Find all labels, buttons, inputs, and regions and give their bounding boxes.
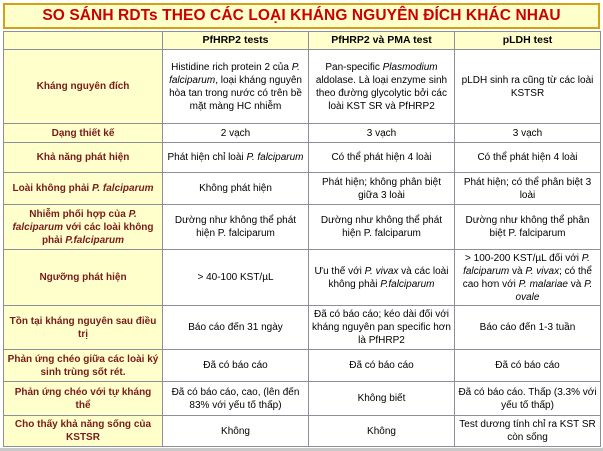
italic-species-name: P.falciparum [380,278,435,290]
table-cell: 3 vạch [455,124,601,143]
italic-species-name: P. malariae [518,278,568,290]
table-cell: Test dương tính chỉ ra KST SR còn sống [455,416,601,447]
table-row [4,306,601,350]
column-header-pfhrp2: PfHRP2 tests [163,32,309,50]
row-label: Cho thấy khả năng sống của KSTSR [4,416,163,447]
table-cell: Phát hiện; có thể phân biệt 3 loài [455,173,601,205]
table-cell: Báo cáo đến 31 ngày [163,306,309,350]
table-cell: Đã có báo cáo; kéo dài đối với kháng nguyên pan specific hơn là PfHRP2 [309,306,455,350]
table-row [4,50,601,124]
comparison-table [3,31,601,447]
table-row [4,250,601,306]
table-cell: > 40-100 KST/µL [163,250,309,306]
table-cell: Phát hiện; không phân biệt giữa 3 loài [309,173,455,205]
header-row [4,32,601,50]
table-cell: Không biết [309,382,455,416]
table-row [4,416,601,447]
italic-species-name: Plasmodium [382,61,438,73]
table-cell: Ưu thế với P. vivax và các loài không phải P.falciparum [309,250,455,306]
table-cell: Báo cáo đến 1-3 tuần [455,306,601,350]
slide-title: SO SÁNH RDTs THEO CÁC LOẠI KHÁNG NGUYÊN ĐÍCH KHÁC NHAU [3,3,600,29]
table-row [4,205,601,250]
row-label: Dạng thiết kế [4,124,163,143]
table-cell: Đã có báo cáo [163,350,309,382]
row-label: Ngưỡng phát hiện [4,250,163,306]
italic-species-name: P. falciparum [246,152,304,163]
italic-species-name: P. falciparum [463,252,590,277]
italic-species-name: P. vivax [525,265,560,277]
table-cell: Không [163,416,309,447]
table-cell: Pan-specific Plasmodium aldolase. Là loại enzyme sinh theo đường glycolytic bởi các loài KST SR và PfHRP2 [309,50,455,124]
table-row [4,382,601,416]
table-cell: Không phát hiện [163,173,309,205]
corner-cell [4,32,163,50]
table-cell: Dường như không thể phát hiện P. falciparum [309,205,455,250]
table-cell: Có thể phát hiện 4 loài [455,143,601,173]
table-cell: Đã có báo cáo. Thấp (3.3% với yếu tố thấp) [455,382,601,416]
table-cell: > 100-200 KST/µL đối với P. falciparum và P. vivax; có thể cao hơn với P. malariae và P. ovale [455,250,601,306]
row-label: Nhiễm phối hợp của P. falciparum với các loài không phải P.falciparum [4,205,163,250]
table-cell: Phát hiện chỉ loài P. falciparum [163,143,309,173]
table-cell: Dường như không thể phát hiện P. falciparum [163,205,309,250]
table-cell: Đã có báo cáo [455,350,601,382]
table-cell: Có thể phát hiện 4 loài [309,143,455,173]
row-label: Kháng nguyên đích [4,50,163,124]
italic-species-name: P. falciparum [12,208,137,233]
table-row [4,350,601,382]
italic-species-name: P. ovale [515,278,593,303]
row-label: Tồn tại kháng nguyên sau điều trị [4,306,163,350]
italic-species-name: P. vivax [364,265,399,277]
table-row [4,173,601,205]
table-cell: pLDH sinh ra cũng từ các loài KSTSR [455,50,601,124]
table-row [4,143,601,173]
column-header-pldh: pLDH test [455,32,601,50]
table-row [4,124,601,143]
table-cell: 3 vạch [309,124,455,143]
table-cell: Đã có báo cáo [309,350,455,382]
italic-species-name: P. falciparum [91,183,154,194]
table-cell: 2 vạch [163,124,309,143]
table-cell: Histidine rich protein 2 của P. falciparum, loại kháng nguyên hòa tan trong nước có trên bề mặt màng HC nhiễm [163,50,309,124]
row-label: Khả năng phát hiện [4,143,163,173]
row-label: Phản ứng chéo với tự kháng thể [4,382,163,416]
italic-species-name: P. falciparum [169,61,300,86]
row-label: Loài không phải P. falciparum [4,173,163,205]
column-header-pfhrp2-pma: PfHRP2 và PMA test [309,32,455,50]
table-cell: Dường như không thể phân biệt P. falciparum [455,205,601,250]
table-cell: Đã có báo cáo, cao, (lên đến 83% với yếu tố thấp) [163,382,309,416]
italic-species-name: P.falciparum [65,234,125,246]
row-label: Phản ứng chéo giữa các loài ký sinh trùng sốt rét. [4,350,163,382]
table-cell: Không [309,416,455,447]
